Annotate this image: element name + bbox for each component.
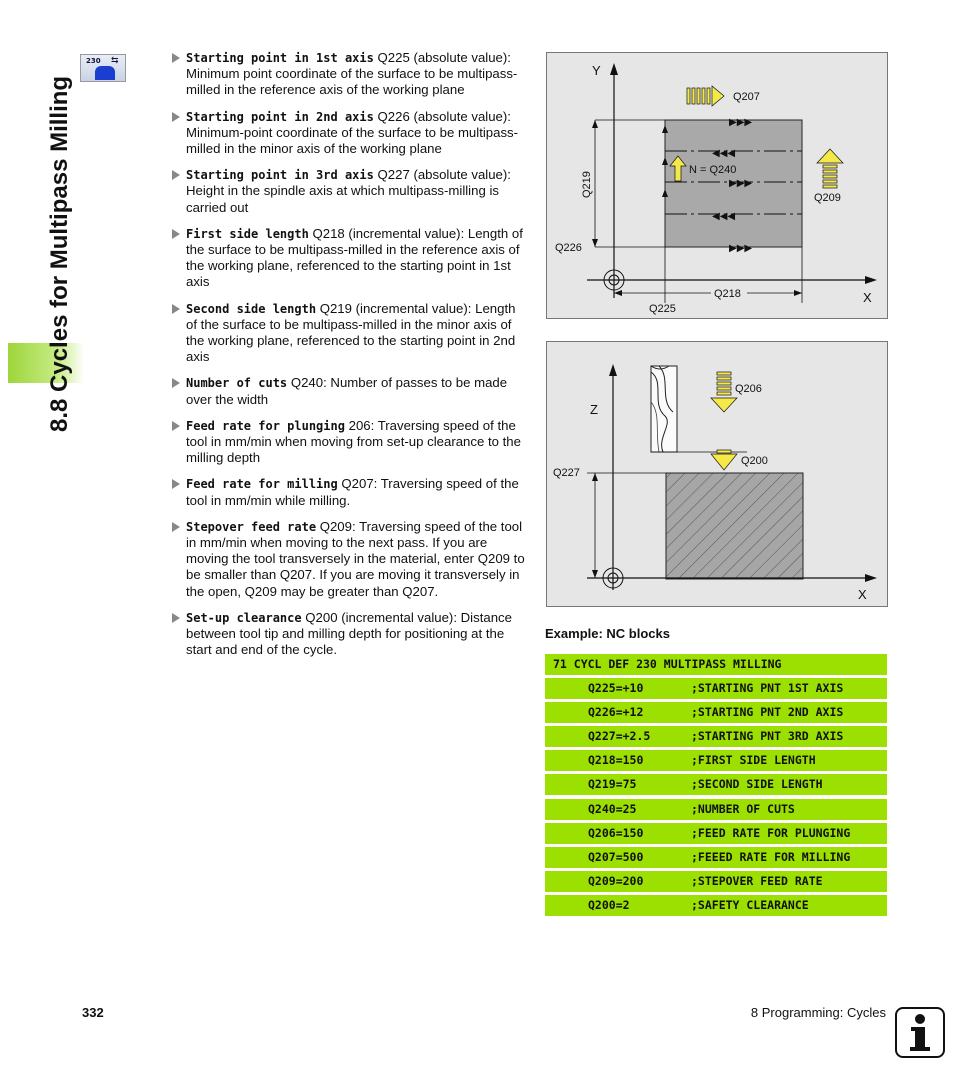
- param-text: Q200 (incremental value): Distance between tool tip and milling depth for positioning at the start and end of the cycle.: [186, 609, 512, 658]
- nc-code: Q219=75: [588, 777, 637, 792]
- param-name: Starting point in 2nd axis: [186, 109, 374, 124]
- axis-label-y: Y: [592, 63, 601, 78]
- param-text: 206: Traversing speed of the tool in mm/min when moving from set-up clearance to the milling depth: [186, 417, 521, 466]
- param-name: Starting point in 1st axis: [186, 51, 374, 65]
- dim-arrow: [614, 290, 622, 296]
- nc-comment: ;STARTING PNT 1ST AXIS: [691, 681, 844, 696]
- z-axis-arrow: [609, 364, 617, 376]
- label-q225: Q225: [649, 303, 676, 315]
- label-n-q240: N = Q240: [689, 164, 737, 176]
- param-text: Q240: Number of passes to be made over the width: [186, 375, 508, 407]
- nc-row: [545, 847, 887, 868]
- nc-code: Q240=25: [588, 801, 637, 816]
- nc-code: Q226=+12: [588, 705, 644, 720]
- nc-header-row: [545, 654, 887, 675]
- feed-arrow-q206-icon: [711, 372, 737, 412]
- nc-code: Q207=500: [588, 849, 644, 864]
- nc-comment: ;FEEED RATE FOR MILLING: [691, 849, 851, 864]
- path-arrow-left: ◀◀◀: [712, 211, 736, 222]
- param-item: [172, 167, 527, 216]
- dim-arrow: [794, 290, 802, 296]
- end-mill-tool: [651, 366, 677, 452]
- dim-arrow: [592, 120, 598, 128]
- label-q207: Q207: [733, 91, 760, 103]
- figure-top-view: [546, 52, 888, 319]
- param-text: Q225 (absolute value): Minimum point coordinate of the surface to be multipass-milled in the reference axis of the working plane: [186, 50, 518, 98]
- workpiece-hatch: [666, 473, 803, 579]
- param-text: Q218 (incremental value): Length of the surface to be multipass-milled in the reference axis of the working plane, referenced to the starting point in 1st axis: [186, 225, 523, 290]
- nc-comment: ;STARTING PNT 3RD AXIS: [691, 729, 844, 744]
- chapter-side-title: [8, 40, 73, 440]
- nc-code: Q218=150: [588, 753, 644, 768]
- path-arrow-left: ◀◀◀: [712, 148, 736, 159]
- nc-code: Q227=+2.5: [588, 729, 651, 744]
- softkey-number: 230: [86, 57, 101, 65]
- axis-label-z: Z: [590, 402, 598, 417]
- page-number: 332: [82, 1005, 104, 1020]
- figure-side-view: [546, 341, 888, 607]
- nc-code: Q209=200: [588, 873, 644, 888]
- param-item: [172, 301, 527, 366]
- label-q227: Q227: [553, 467, 580, 479]
- label-q206: Q206: [735, 383, 762, 395]
- param-text: Q227 (absolute value): Height in the spindle axis at which multipass-milling is carried out: [186, 167, 511, 215]
- nc-comment: ;NUMBER OF CUTS: [691, 801, 795, 816]
- bullet-triangle-icon: [172, 304, 180, 314]
- example-title: Example: NC blocks: [545, 626, 670, 641]
- nc-comment: ;FEED RATE FOR PLUNGING: [691, 825, 851, 840]
- nc-code: Q200=2: [588, 897, 630, 912]
- path-arrow-right: ▶▶▶: [729, 243, 753, 254]
- param-text: Q226 (absolute value): Minimum-point coordinate of the surface to be multipass-milled in the minor axis of the working plane: [186, 108, 519, 157]
- param-item: [172, 226, 527, 291]
- param-item: [172, 109, 527, 158]
- multipass-milling-softkey-icon: [80, 54, 126, 82]
- bullet-triangle-icon: [172, 112, 180, 122]
- nc-block-list: [545, 654, 887, 919]
- label-q209: Q209: [814, 192, 841, 204]
- param-text: Q207: Traversing speed of the tool in mm/min while milling.: [186, 476, 519, 508]
- nc-comment: ;STARTING PNT 2ND AXIS: [691, 705, 844, 720]
- bullet-triangle-icon: [172, 229, 180, 239]
- bullet-triangle-icon: [172, 53, 180, 63]
- nc-header: 71 CYCL DEF 230 MULTIPASS MILLING: [553, 657, 782, 671]
- arrows-icon: ⇆: [111, 55, 119, 65]
- param-item: [172, 476, 527, 508]
- tool-shape: [95, 66, 115, 80]
- bullet-triangle-icon: [172, 613, 180, 623]
- axis-label-x: X: [858, 587, 867, 602]
- label-q200: Q200: [741, 455, 768, 467]
- nc-row: [545, 774, 887, 795]
- bullet-triangle-icon: [172, 421, 180, 431]
- param-item: [172, 610, 527, 659]
- bullet-triangle-icon: [172, 170, 180, 180]
- x-axis-arrow: [865, 276, 877, 284]
- feed-arrow-q209-icon: [817, 149, 843, 188]
- feed-arrow-q207-icon: [687, 86, 724, 106]
- param-item: [172, 519, 527, 600]
- dim-arrow: [592, 570, 598, 578]
- nc-comment: ;STEPOVER FEED RATE: [691, 873, 823, 888]
- feed-arrow-q200-icon: [711, 450, 737, 470]
- label-q218: Q218: [714, 288, 741, 300]
- nc-row: [545, 799, 887, 820]
- dim-arrow: [592, 239, 598, 247]
- param-name: First side length: [186, 226, 309, 241]
- bullet-triangle-icon: [172, 522, 180, 532]
- param-name: Starting point in 3rd axis: [186, 168, 374, 183]
- param-name: Stepover feed rate: [186, 519, 317, 534]
- param-name: Number of cuts: [186, 376, 288, 391]
- param-item: [172, 50, 527, 99]
- nc-row: [545, 702, 887, 723]
- nc-row: [545, 750, 887, 771]
- param-name: Feed rate for milling: [186, 477, 338, 492]
- y-axis-arrow: [610, 63, 618, 75]
- footer-chapter: 8 Programming: Cycles: [750, 1005, 886, 1020]
- nc-row: [545, 678, 887, 699]
- axis-label-x: X: [863, 290, 872, 305]
- bullet-triangle-icon: [172, 378, 180, 388]
- param-name: Second side length: [186, 301, 317, 316]
- param-text: Q219 (incremental value): Length of the surface to be multipass-milled in the minor axis of the working plane, referenced to the starting point in 2nd axis: [186, 300, 516, 365]
- label-q226: Q226: [555, 242, 582, 254]
- nc-code: Q206=150: [588, 825, 644, 840]
- nc-row: [545, 871, 887, 892]
- nc-code: Q225=+10: [588, 681, 644, 696]
- info-icon: [895, 1007, 945, 1058]
- nc-row: [545, 895, 887, 916]
- nc-comment: ;FIRST SIDE LENGTH: [691, 753, 816, 768]
- path-arrow-right: ▶▶▶: [729, 178, 753, 189]
- path-arrow-right: ▶▶▶: [729, 117, 753, 128]
- label-q219: Q219: [581, 171, 593, 198]
- nc-comment: ;SAFETY CLEARANCE: [691, 897, 809, 912]
- parameter-list: [172, 50, 527, 669]
- param-name: Set-up clearance: [186, 610, 302, 625]
- param-text: Q209: Traversing speed of the tool in mm/min when moving to the next pass. If you are moving the tool transversely in the material, enter Q209 to be smaller than Q207. If you are moving it transversely in the open, Q209 may be greater than Q207.: [186, 518, 525, 599]
- param-item: [172, 418, 527, 467]
- chapter-title: 8.8 Cycles for Multipass Milling: [46, 75, 73, 432]
- x-axis-arrow: [865, 574, 877, 582]
- dim-arrow: [592, 473, 598, 481]
- nc-row: [545, 726, 887, 747]
- param-name: Feed rate for plunging: [186, 418, 345, 433]
- nc-comment: ;SECOND SIDE LENGTH: [691, 777, 823, 792]
- param-item: [172, 375, 527, 407]
- bullet-triangle-icon: [172, 479, 180, 489]
- nc-row: [545, 823, 887, 844]
